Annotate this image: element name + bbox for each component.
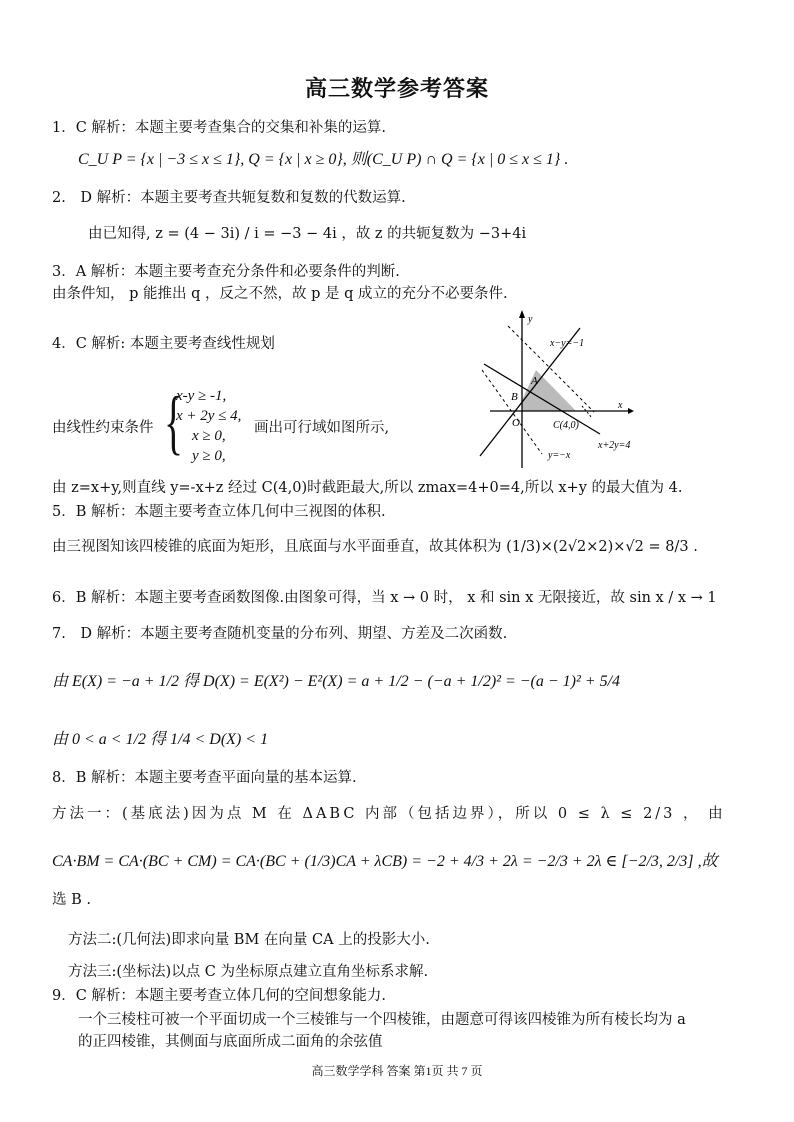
q6-body: 6．B 解析：本题主要考查函数图像.由图象可得，当 x → 0 时， x 和 sin x 无限接近，故 sin x / x → 1: [52, 590, 717, 606]
q5-heading: 5．B 解析：本题主要考查立体几何中三视图的体积.: [52, 504, 386, 520]
q8-method1-conclusion: 选 B .: [52, 892, 91, 908]
q4-body: 由 z=x+y,则直线 y=-x+z 经过 C(4,0)时截距最大,所以 zmax=4+0=4,所以 x+y 的最大值为 4.: [52, 480, 683, 496]
q3-heading: 3．A 解析：本题主要考查充分条件和必要条件的判断.: [52, 264, 400, 280]
feasible-region-graph: [470, 308, 650, 474]
q4-constraint-prefix: 由线性约束条件: [52, 420, 154, 436]
q8-method1-equation: CA·BM = CA·(BC + CM) = CA·(BC + (1/3)CA + λCB) = −2 + 4/3 + 2λ = −2/3 + 2λ ∈ [−2/3, 2/3] ,故: [52, 853, 718, 870]
q9-line2: 的正四棱锥，其侧面与底面所成二面角的余弦值: [78, 1034, 383, 1050]
q3-body: 由条件知， p 能推出 q ，反之不然，故 p 是 q 成立的充分不必要条件.: [52, 286, 508, 302]
page-title: 高三数学参考答案: [304, 77, 489, 102]
q7-heading: 7. D 解析：本题主要考查随机变量的分布列、期望、方差及二次函数.: [52, 626, 508, 642]
q8-method2: 方法二:(几何法)即求向量 BM 在向量 CA 上的投影大小.: [68, 932, 430, 948]
point-b-label: B: [511, 391, 518, 403]
line-x-plus-2y: [484, 364, 600, 434]
point-c-label: C(4,0): [553, 420, 579, 431]
q7-equation-2: 由 0 < a < 1/2 得 1/4 < D(X) < 1: [52, 731, 269, 748]
y-axis-arrow: [519, 310, 525, 318]
line1-label: x−y=−1: [550, 338, 585, 349]
q8-method1: 方法一：(基底法)因为点 M 在 ΔABC 内部（包括边界），所以 0 ≤ λ ≤ 2/3 ， 由: [52, 806, 726, 822]
q8-method3: 方法三:(坐标法)以点 C 为坐标原点建立直角坐标系求解.: [68, 964, 429, 980]
constraint-1: x-y ≥ -1,: [176, 388, 227, 404]
x-axis-label: x: [618, 400, 623, 411]
q7-equation-1: 由 E(X) = −a + 1/2 得 D(X) = E(X²) − E²(X) = a + 1/2 − (−a + 1/2)² = −(a − 1)² + 5/4: [52, 673, 621, 690]
y-axis-label: y: [528, 314, 533, 325]
q9-line1: 一个三棱柱可被一个平面切成一个三棱锥与一个四棱锥，由题意可得该四棱锥为所有棱长均为 a: [78, 1012, 686, 1028]
constraint-3: x ≥ 0,: [192, 428, 226, 444]
line2-label: x+2y=4: [598, 440, 631, 451]
x-axis-arrow: [628, 408, 634, 414]
q9-heading: 9．C 解析：本题主要考查立体几何的空间想象能力.: [52, 988, 387, 1004]
q2-heading: 2. D 解析：本题主要考查共轭复数和复数的代数运算.: [52, 190, 406, 206]
point-a-label: A: [531, 375, 538, 387]
q1-heading: 1．C 解析：本题主要考查集合的交集和补集的运算.: [52, 120, 387, 136]
q1-equation: C_U P = {x | −3 ≤ x ≤ 1}, Q = {x | x ≥ 0}, 则(C_U P) ∩ Q = {x | 0 ≤ x ≤ 1} .: [78, 151, 569, 168]
constraint-2: x + 2y ≤ 4,: [176, 408, 242, 424]
line3-label: y=−x: [548, 450, 571, 461]
q2-equation: 由已知得, z = (4 − 3i) / i = −3 − 4i ，故 z 的共轭复数为 −3+4i: [88, 226, 527, 242]
q4-constraint-suffix: 画出可行域如图所示,: [254, 420, 390, 436]
page-footer: 高三数学学科 答案 第1页 共 7 页: [311, 1064, 483, 1078]
q4-heading: 4．C 解析: 本题主要考查线性规划: [52, 336, 275, 352]
q8-heading: 8．B 解析：本题主要考查平面向量的基本运算.: [52, 770, 357, 786]
q5-body: 由三视图知该四棱锥的底面为矩形，且底面与水平面垂直，故其体积为 (1/3)×(2√2×2)×√2 = 8/3 .: [52, 539, 698, 555]
constraint-brace: {: [164, 382, 184, 462]
origin-label: O: [512, 417, 520, 429]
constraint-4: y ≥ 0,: [192, 448, 226, 464]
